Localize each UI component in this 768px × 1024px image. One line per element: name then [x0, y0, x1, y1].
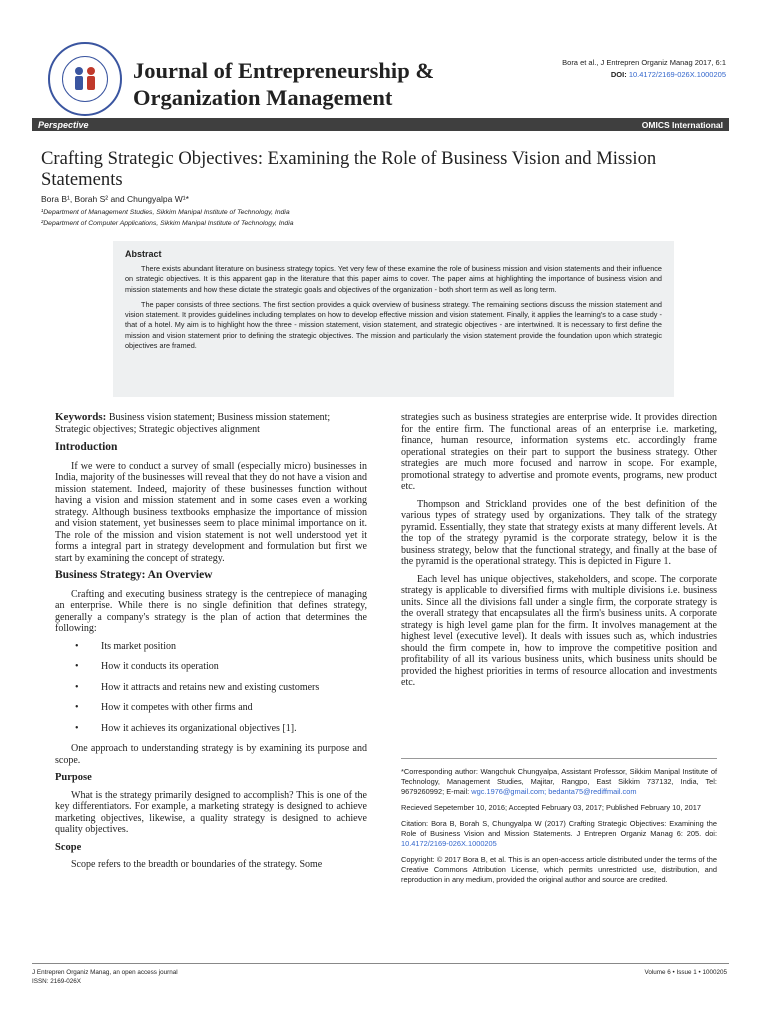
citation-text: Citation: Bora B, Borah S, Chungyalpa W (2017) Crafting Strategic Objectives: Examining the Role of Business Vision and Mission Statements. J Entrepren Organiz Manag 6: 205. doi:: [401, 819, 717, 838]
left-column: [55, 412, 367, 877]
citation-line: Bora et al., J Entrepren Organiz Manag 2017, 6:1: [562, 58, 726, 67]
footer-volume: Volume 6 • Issue 1 • 1000205: [644, 969, 727, 976]
logo-emblem: [62, 56, 108, 102]
introduction-paragraph: If we were to conduct a survey of small (especially micro) businesses in India, majority of the businesses will reveal that they do not have a vision and mission statement. Indeed, majority of these businesses function without having a vision and mission statement and in some cases even a working strategy. Although business textbooks emphasize the importance of mission and vision statement, yet businesses seem to place minimal importance on it. The role of the mission and vision statement is not well understood yet it forms a integral part in strategy development and formulation but first we start by examining the concept of strategy.: [55, 460, 367, 564]
right-column: [401, 412, 717, 695]
journal-name: Journal of Entrepreneurship & Organization Management: [133, 58, 435, 110]
purpose-heading: Purpose: [55, 772, 92, 783]
doi-label: DOI:: [610, 70, 627, 79]
right-paragraph-2: Thompson and Strickland provides one of the best definition of the various types of strategy used by organizations. They talk of the strategy pyramid. Essentially, they state that strategy exists at many different levels. At the top of the strategy pyramid is the corporate strategy, below it is the business strategy, below that the functional strategy, and finally at the base of the pyramid is the operational strategy. This is depicted in Figure 1.: [401, 498, 717, 567]
abstract-paragraph-1: There exists abundant literature on business strategy topics. Yet very few of these examine the role of business mission and vision statements and their influence on strategic objectives. It is this apparent gap in the literature that this paper aims to cover. The paper aims at highlighting the importance of business vision and mission statements and how these dictate the strategic goals and objectives of the organization - both short term as well as long term.: [125, 264, 662, 294]
page-header: [0, 0, 768, 118]
article-title: Crafting Strategic Objectives: Examining the Role of Business Vision and Mission Statements: [41, 148, 657, 190]
corresponding-author: [401, 767, 717, 797]
scope-paragraph: Scope refers to the breadth or boundaries of the strategy. Some: [71, 859, 323, 870]
keywords-text: Business vision statement; Business mission statement; Strategic objectives; Strategic objectives alignment: [55, 412, 331, 435]
list-item: • How it competes with other firms and: [55, 702, 367, 714]
affiliation-2: ²Department of Computer Applications, Sikkim Manipal Institute of Technology, India: [41, 220, 294, 227]
copyright-notice: Copyright: © 2017 Bora B, et al. This is an open-access article distributed under the terms of the Creative Commons Attribution License, which permits unrestricted use, distribution, and reproduction in any medium, provided the original author and source are credited.: [401, 855, 717, 884]
journal-seal-icon: [48, 42, 122, 116]
purpose-paragraph: What is the strategy primarily designed to accomplish? This is one of the key differentiators. For example, a marketing strategy is designed to achieve marketing objectives, likewise, a quality strategy is designed to achieve quality objectives.: [55, 789, 367, 835]
page-footer: [32, 963, 729, 986]
article-type-bar: [32, 118, 729, 131]
keywords-label: Keywords:: [55, 411, 107, 423]
received-dates: Recieved Sepetember 10, 2016; Accepted February 03, 2017; Published February 10, 2017: [401, 803, 701, 812]
people-icon: [68, 62, 102, 96]
right-paragraph-1: strategies such as business strategies are enterprise wide. It provides direction for the entire firm. The functional areas of an enterprise i.e. marketing, finance, human resource, information systems etc. accordingly frame operational strategies on their part to support the business strategy. Other strategies are much more focused and narrow in scope. For example, promotional strategy to advertise and promote events, programs, new product etc.: [401, 412, 717, 492]
scope-heading: Scope: [55, 841, 82, 853]
corresponding-author-text: *Corresponding author: Wangchuk Chungyalpa, Assistant Professor, Sikkim Manipal Institute of Technology, Management Studies, Majitar, Rangpo, East Sikkim 737132, India, Tel: 9679260992; E-mail:: [401, 767, 717, 796]
doi-link[interactable]: 10.4172/2169-026X.1000205: [628, 70, 726, 79]
keywords: [55, 412, 367, 435]
footer-issn: ISSN: 2169-026X: [32, 978, 82, 985]
approach-paragraph: One approach to understanding strategy is by examining its purpose and scope.: [55, 743, 367, 766]
header-citation: [562, 57, 726, 81]
affiliation-1: ¹Department of Management Studies, Sikkim Manipal Institute of Technology, India: [41, 209, 290, 216]
business-strategy-heading: Business Strategy: An Overview: [55, 569, 213, 581]
article-authors: Bora B¹, Borah S² and Chungyalpa W¹*: [41, 194, 189, 204]
correspondence-box: [401, 758, 717, 891]
abstract-heading: Abstract: [125, 249, 162, 259]
business-strategy-paragraph: Crafting and executing business strategy is the centrepiece of managing an enterprise. While there is no single definition that defines strategy, generally a company's strategy is the plan of action that determines the following:: [55, 588, 367, 634]
introduction-heading: Introduction: [55, 441, 118, 453]
citation-block: [401, 819, 717, 849]
list-item: • How it conducts its operation: [55, 661, 367, 673]
footer-journal: J Entrepren Organiz Manag, an open access journal: [32, 969, 178, 976]
list-item: • How it attracts and retains new and existing customers: [55, 682, 367, 694]
publisher-name: OMICS International: [641, 119, 723, 130]
right-paragraph-3: Each level has unique objectives, stakeholders, and scope. The corporate strategy is applicable to diversified firms with multiple divisions i.e. business units. Since all the divisions fall under a single firm, the corporate strategy is the overall strategy that encapsulates all the firm's business units. A corporate strategy is high level game plan for the firm. It involves management at the highest level (executive level). It deals with issues such as, which industries should the firm compete in, how to improve the competitive position and profitability of all its various business units, which business units should be provided the highest priorities in terms of resource allocation and investments etc.: [401, 573, 717, 688]
abstract-paragraph-2: The paper consists of three sections. The first section provides a quick overview of business strategy. The remaining sections discuss the mission statement and vision statement. It provides guidelines including templates on how to develop effective mission and vision statement. Finally, it applies the learning's to a case study - that of a hotel. My aim is to highlight how the three - mission statement, vision statement, and strategic objectives - are intertwined. It is necessary to first define the mission and vision statement prior to defining the strategic objectives. The mission and particularly the vision statement provide the foundation upon which strategic objectives are framed.: [125, 299, 662, 351]
article-type: Perspective: [38, 119, 89, 130]
strategy-bullet-list: [55, 641, 367, 735]
citation-doi-link[interactable]: 10.4172/2169-026X.1000205: [401, 839, 497, 848]
abstract-box: [113, 241, 674, 397]
list-item: • How it achieves its organizational objectives [1].: [55, 723, 367, 735]
email-links[interactable]: wgc.1976@gmail.com; bedanta75@rediffmail.com: [471, 787, 637, 796]
list-item: • Its market position: [55, 641, 367, 653]
